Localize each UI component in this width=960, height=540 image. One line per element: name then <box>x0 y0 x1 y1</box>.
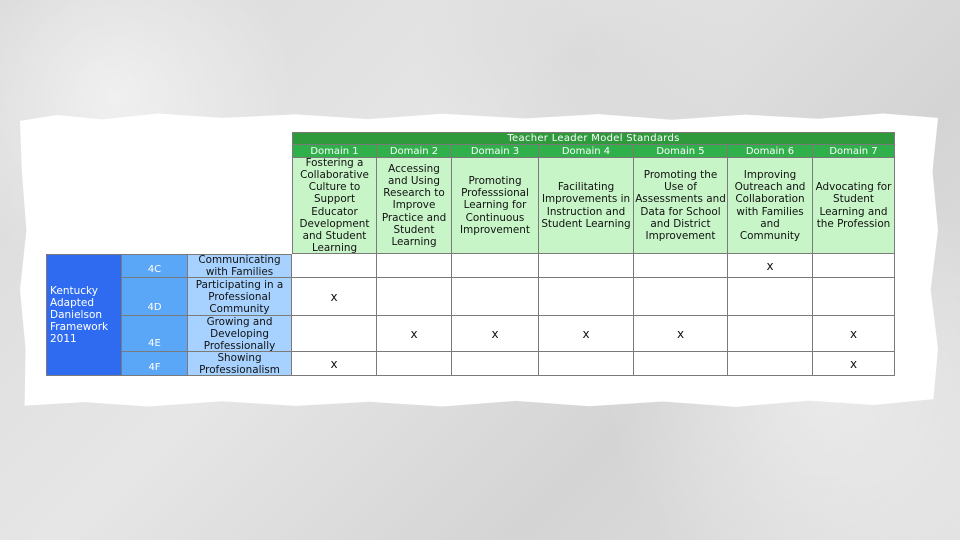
domain-5-header: Domain 5 <box>634 145 728 158</box>
mark-4d-domain-6 <box>728 278 813 316</box>
domain-6-description: Improving Outreach and Collaboration with Families and Community <box>728 158 813 254</box>
component-code: 4C <box>122 254 188 278</box>
domain-4-header: Domain 4 <box>539 145 634 158</box>
mark-4c-domain-2 <box>377 254 452 278</box>
mark-4f-domain-7: x <box>813 352 895 376</box>
mark-4d-domain-7 <box>813 278 895 316</box>
mark-4e-domain-7: x <box>813 316 895 352</box>
domain-3-description: Promoting Professsional Learning for Continuous Improvement <box>452 158 539 254</box>
domain-7-description: Advocating for Student Learning and the Profession <box>813 158 895 254</box>
mark-4f-domain-5 <box>634 352 728 376</box>
framework-label: Kentucky Adapted Danielson Framework 2011 <box>46 254 122 376</box>
mark-4e-domain-5: x <box>634 316 728 352</box>
mark-4f-domain-2 <box>377 352 452 376</box>
mark-4f-domain-4 <box>539 352 634 376</box>
table-title: Teacher Leader Model Standards <box>292 132 895 145</box>
component-code: 4E <box>122 316 188 352</box>
mark-4c-domain-6: x <box>728 254 813 278</box>
domain-1-description: Fostering a Collaborative Culture to Support Educator Development and Student Learning <box>292 158 377 254</box>
domain-3-header: Domain 3 <box>452 145 539 158</box>
domain-4-description: Facilitating Improvements in Instruction and Student Learning <box>539 158 634 254</box>
mark-4c-domain-4 <box>539 254 634 278</box>
mark-4d-domain-1: x <box>292 278 377 316</box>
mark-4c-domain-3 <box>452 254 539 278</box>
mark-4f-domain-1: x <box>292 352 377 376</box>
mark-4c-domain-7 <box>813 254 895 278</box>
domain-2-header: Domain 2 <box>377 145 452 158</box>
mark-4c-domain-5 <box>634 254 728 278</box>
mark-4f-domain-6 <box>728 352 813 376</box>
mark-4d-domain-3 <box>452 278 539 316</box>
mark-4e-domain-2: x <box>377 316 452 352</box>
mark-4e-domain-4: x <box>539 316 634 352</box>
mark-4e-domain-6 <box>728 316 813 352</box>
mark-4e-domain-3: x <box>452 316 539 352</box>
domain-1-header: Domain 1 <box>292 145 377 158</box>
mark-4d-domain-4 <box>539 278 634 316</box>
mark-4d-domain-2 <box>377 278 452 316</box>
component-name: Growing and Developing Professionally <box>188 316 292 352</box>
component-name: Communicating with Families <box>188 254 292 278</box>
mark-4d-domain-5 <box>634 278 728 316</box>
domain-7-header: Domain 7 <box>813 145 895 158</box>
component-code: 4D <box>122 278 188 316</box>
domain-6-header: Domain 6 <box>728 145 813 158</box>
mark-4e-domain-1 <box>292 316 377 352</box>
component-name: Participating in a Professional Community <box>188 278 292 316</box>
mark-4f-domain-3 <box>452 352 539 376</box>
domain-5-description: Promoting the Use of Assessments and Data for School and District Improvement <box>634 158 728 254</box>
mark-4c-domain-1 <box>292 254 377 278</box>
domain-2-description: Accessing and Using Research to Improve Practice and Student Learning <box>377 158 452 254</box>
component-code: 4F <box>122 352 188 376</box>
component-name: Showing Professionalism <box>188 352 292 376</box>
